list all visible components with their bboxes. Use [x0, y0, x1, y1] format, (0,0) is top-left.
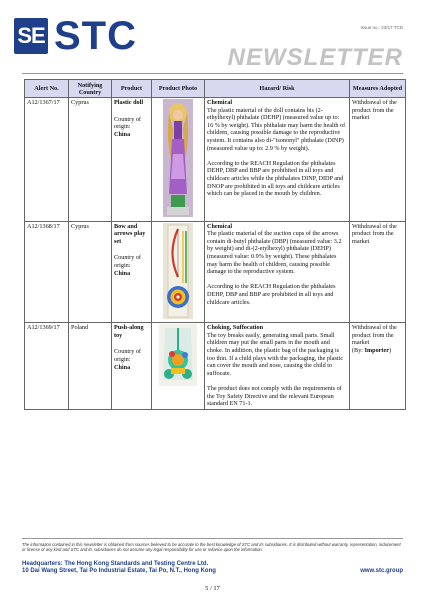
- push-along-toy-photo: [159, 324, 197, 386]
- hazard-description: The toy breaks easily, generating small parts. Small children may put the small parts in the mouth and choke. In addition, the plastic bag of the packaging is too thin. If a child plays with the packaging, the plastic can cover the mouth and nose, causing the child to suffocate.: [207, 331, 344, 377]
- hazard-title: Chemical: [207, 99, 233, 106]
- footer-divider: [22, 538, 403, 539]
- page-number: 5 / 17: [205, 585, 220, 592]
- measures-cell: [350, 221, 406, 323]
- headquarters-line-1: Headquarters: The Hong Kong Standards and Testing Centre Ltd.: [22, 561, 209, 567]
- product-name: Plastic doll: [114, 99, 144, 106]
- plastic-doll-photo: [163, 99, 193, 217]
- header-product-photo: Product Photo: [152, 80, 205, 98]
- headquarters-address: [22, 561, 216, 576]
- origin-country: China: [114, 363, 131, 371]
- notifying-country: Poland: [69, 323, 112, 410]
- product-name: Push-along toy: [114, 324, 144, 339]
- measures-adopted: Withdrawal of the product from the market: [352, 324, 397, 347]
- header-measures-adopted: Measures Adopted: [350, 80, 406, 98]
- product-cell: [112, 323, 152, 410]
- newsletter-title: NEWSLETTER: [227, 44, 403, 71]
- origin-label: Country of origin:: [114, 254, 141, 269]
- issue-number: Issue no.: 23/17 TCD: [360, 25, 403, 30]
- measures-adopted: Withdrawal of the product from the market: [352, 222, 397, 245]
- alert-number: A12/1369/17: [25, 323, 69, 410]
- alert-number: A12/1367/17: [25, 98, 69, 222]
- table-header-row: [25, 80, 406, 98]
- hazard-title: Chemical: [207, 222, 233, 230]
- stc-logo-text: STC: [54, 14, 137, 58]
- product-photo: [152, 221, 205, 323]
- header-alert-no: Alert No.: [25, 80, 69, 98]
- hazard-cell: [205, 323, 350, 410]
- table-row: [25, 221, 406, 323]
- bow-and-arrows-photo: [163, 223, 193, 319]
- header-divider: [22, 73, 403, 74]
- measures-adopted: Withdrawal of the product from the market: [352, 99, 397, 122]
- hazard-cell: [205, 98, 350, 222]
- hazard-description: The plastic material of the doll contains bis (2-ethylhexyl) phthalate (DEHP) (measured value up to: 16 % by weight). This phthalate may harm the health of children, causing possible damage to the reproductive system. It contains also di-"isononyl" phthalate (DINP) (measured value up to: 2.9 % by weight).: [207, 106, 346, 152]
- disclaimer: The information contained in this newsletter is obtained from sources believed to be accurate to the best knowledge of STC and its subsidiaries. It is distributed without warranty, representation, inducement or license of any kind and STC and its subsidiaries do not assume any legal responsibility for use or reliance upon the information.: [22, 542, 401, 552]
- hazard-cell: [205, 221, 350, 323]
- notifying-country: Cyprus: [69, 221, 112, 323]
- hazard-description: The plastic material of the suction cups of the arrows contain di-butyl phthalate (DBP) (measured value: 3.2 by weight) and di-(2-etylhexyl) phthalate (DEHP) (measured value: 0.9% by weight). These phthalates may harm the health of children, causing possible damage to the reproductive system.: [207, 230, 342, 276]
- hazard-regulation: The product does not comply with the requirements of the Toy Safety Directive and the relevant European standard EN 71-1.: [207, 384, 342, 408]
- origin-country: China: [114, 269, 131, 277]
- hazard-regulation: According to the REACH Regulation the phthalates DEHP, DBP and BBP are prohibited in all toys and childcare articles while the phthalates DINP, DIDP and DNOP are prohibited in all toys and childcare articles which can be placed in the mouth by children.: [207, 159, 344, 198]
- product-photo: [152, 98, 205, 222]
- alerts-table: [24, 79, 406, 410]
- header-hazard-risk: Hazard/ Risk: [205, 80, 350, 98]
- measures-cell: [350, 98, 406, 222]
- measures-cell: [350, 323, 406, 410]
- product-name: Bow and arrows play set: [114, 222, 146, 245]
- table-row: [25, 323, 406, 410]
- headquarters-line-2: 10 Dai Wang Street, Tai Po Industrial Estate, Tai Po, N.T., Hong Kong: [22, 568, 216, 575]
- notifying-country: Cyprus: [69, 98, 112, 222]
- origin-label: Country of origin:: [114, 348, 141, 363]
- logo-mark-text: SE: [17, 23, 45, 48]
- product-photo: [152, 323, 205, 410]
- measures-by-party: Importer: [364, 346, 389, 354]
- header-product: Product: [112, 80, 152, 98]
- table-row: [25, 98, 406, 222]
- website-link[interactable]: www.stc.group: [360, 568, 403, 574]
- product-cell: [112, 221, 152, 323]
- origin-label: Country of origin:: [114, 115, 141, 131]
- hazard-title: Choking, Suffocation: [207, 324, 264, 332]
- alert-number: A12/1368/17: [25, 221, 69, 323]
- stc-logo-mark: [14, 18, 48, 54]
- header-notifying-country: Notifying Country: [69, 80, 112, 98]
- origin-country: China: [114, 130, 131, 138]
- measures-by: (By: Importer): [352, 346, 392, 354]
- hazard-regulation: According to the REACH Regulation the phthalates DEHP, DBP and BBP are prohibited in all toys and childcare articles.: [207, 283, 336, 306]
- product-cell: [112, 98, 152, 222]
